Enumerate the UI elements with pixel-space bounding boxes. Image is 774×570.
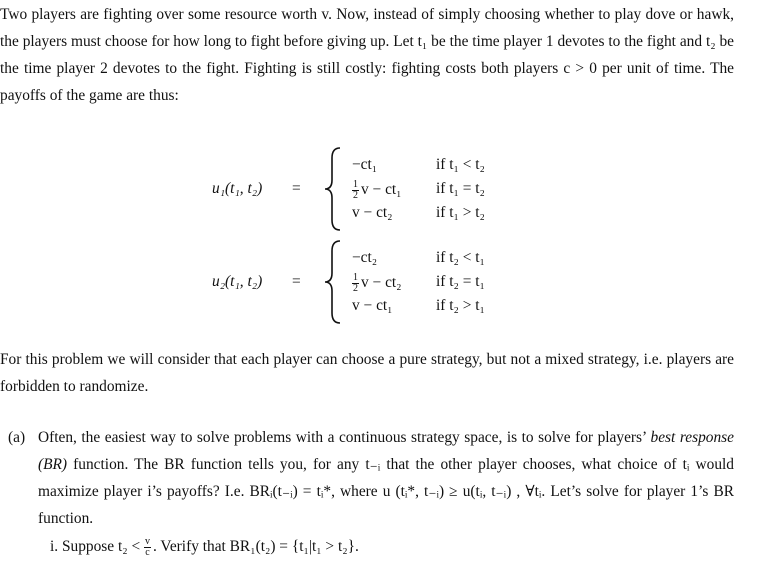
case-value: v − ct₂ bbox=[352, 204, 393, 221]
sub-question-i: i. Suppose t₂ < $\frac{v}{c}$ . Verify that BR₁(t₂) = {t₁|t₁ > t₂}. bbox=[50, 536, 359, 558]
emphasis-best-response: best response (BR) bbox=[38, 429, 734, 473]
case-value: −ct₁ bbox=[352, 156, 378, 173]
case-condition: if t₂ > t₁ bbox=[436, 297, 485, 314]
left-brace bbox=[322, 239, 346, 325]
intro-paragraph: Two players are fighting over some resource worth v. Now, instead of simply choosing whether to play dove or hawk, the players must choose for how long to fight before giving up. Let t₁ be the time player 1 devotes to the fight and t₂ be the time player 2 devotes to the fight. Fighting is still costly: fighting costs both players c > 0 per unit of time. The payoffs of the game are thus: bbox=[0, 6, 734, 104]
fraction: $\frac{v}{c}$ bbox=[145, 536, 151, 558]
case-value: $\frac{1}{2}$ v − ct₁ bbox=[353, 179, 402, 201]
equals-sign: = bbox=[292, 180, 301, 197]
case-value: $\frac{1}{2}$ v − ct₂ bbox=[353, 272, 402, 294]
left-brace bbox=[322, 146, 346, 232]
equals-sign: = bbox=[292, 273, 301, 290]
part-a-body: Often, the easiest way to solve problems with a continuous strategy space, is to solve for players’ best response (BR) function. The BR function tells you, for any t₋ᵢ that the other player chooses, what choice of tᵢ would maximize player i’s payoffs? I.e. BRᵢ(t₋ᵢ) = tᵢ*, where u (tᵢ*, t₋ᵢ) ≥ u(tᵢ, t₋ᵢ) , ∀tᵢ. Let’s solve for player 1’s BR function. bbox=[38, 429, 734, 527]
part-a-label: (a) bbox=[8, 429, 26, 446]
case-condition: if t₂ < t₁ bbox=[436, 249, 485, 266]
case-condition: if t₂ = t₁ bbox=[436, 273, 485, 290]
case-condition: if t₁ < t₂ bbox=[436, 156, 485, 173]
equation-lhs: u₂(t₁, t₂) bbox=[212, 273, 263, 290]
case-condition: if t₁ = t₂ bbox=[436, 180, 485, 197]
equation-lhs: u₁(t₁, t₂) bbox=[212, 180, 263, 197]
fraction: $\frac{1}{2}$ bbox=[353, 179, 358, 201]
payoff-equation-player2 bbox=[0, 243, 774, 321]
case-value: −ct₂ bbox=[352, 249, 378, 266]
case-condition: if t₁ > t₂ bbox=[436, 204, 485, 221]
fraction: $\frac{1}{2}$ bbox=[353, 272, 358, 294]
case-value: v − ct₁ bbox=[352, 297, 393, 314]
pure-strategy-paragraph: For this problem we will consider that each player can choose a pure strategy, but not a mixed strategy, i.e. players are forbidden to randomize. bbox=[0, 351, 734, 395]
payoff-equation-player1 bbox=[0, 150, 774, 228]
